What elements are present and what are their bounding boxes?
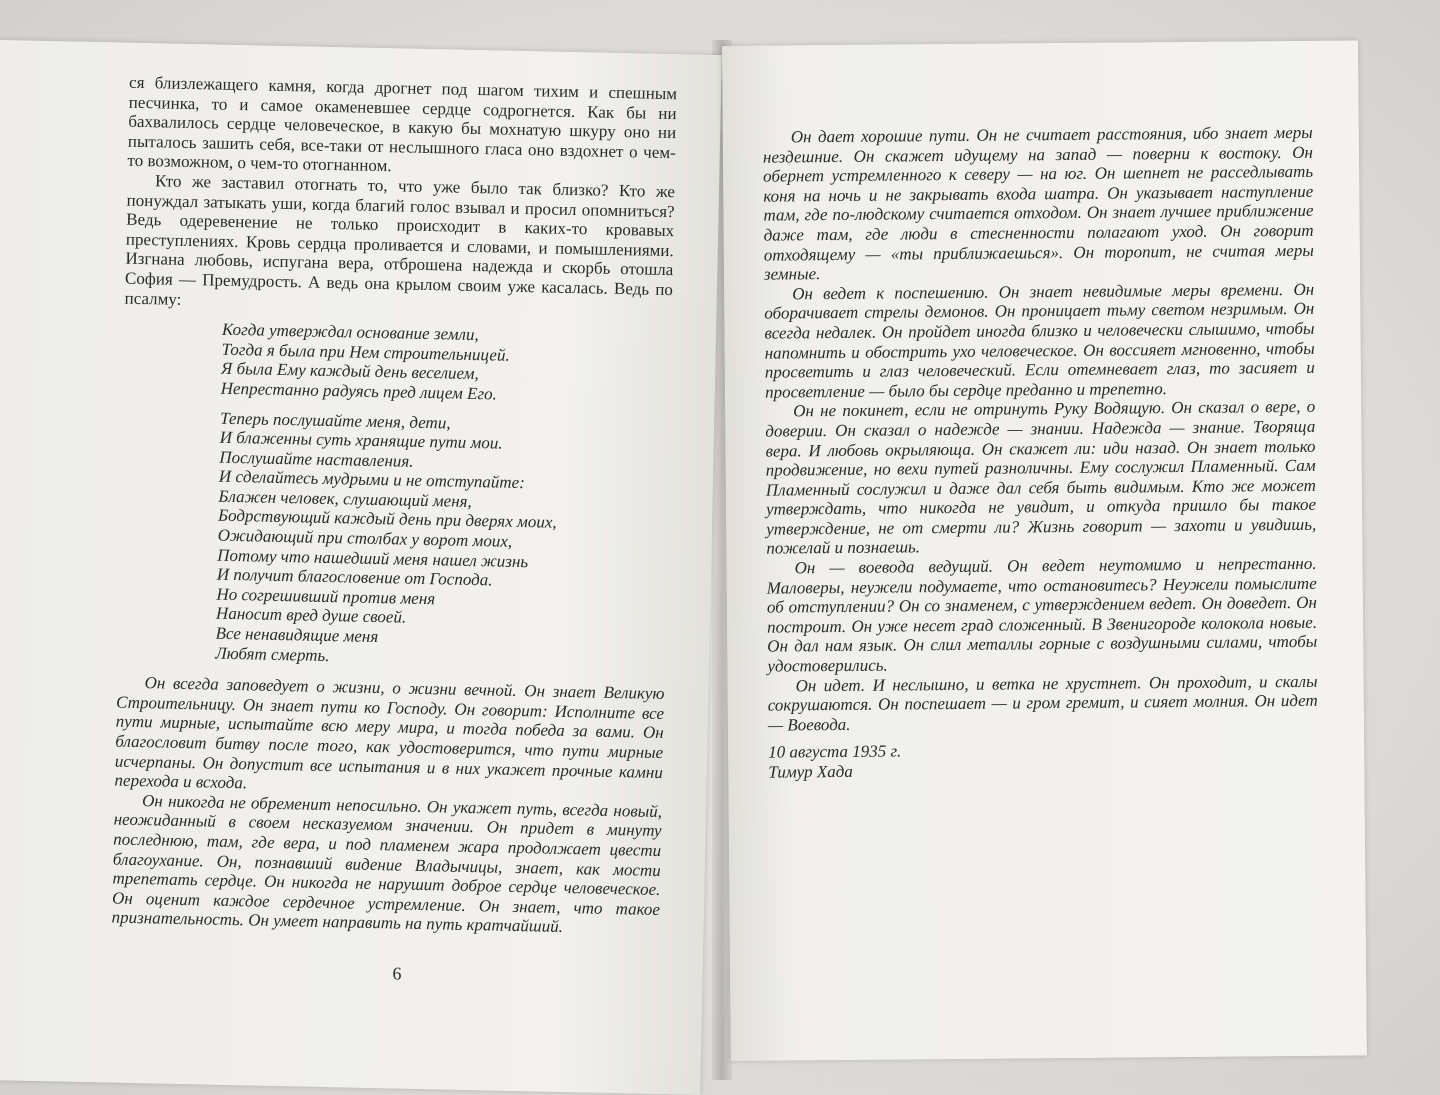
poem-line: Все ненавидящие меня (215, 623, 379, 647)
right-page-text (763, 123, 1319, 782)
author-name: Тимур Хада (768, 761, 853, 782)
poem-line: Но согрешивший против меня (216, 584, 436, 609)
paragraph: Кто же заставил отогнать то, что уже было так близко? Кто же понуждал затыкать уши, когда благий голос взывал и просил опомниться? Ведь одеревенение не только происходит в каких-то кровавых преступлениях. Кровь сердца проливается и словами, и помышлениями. Изгнана любовь, испугана вера, отброшена надежда и скорбь отошла София — Премудрость. А ведь она крылом своим уже касалась. Ведь по псалму: (124, 171, 676, 309)
poem-line: Любят смерть. (215, 643, 330, 665)
left-page-text (111, 73, 677, 939)
poem-line: Когда утверждал основание земли, (221, 319, 479, 345)
date-line: 10 августа 1935 г. (768, 741, 902, 763)
poem-line: Блажен человек, слушающий меня, (218, 486, 472, 511)
paragraph: Он ведет к поспешению. Он знает невидимые меры времени. Он оборачивает стрелы демонов. Он проницает тьму светом незримым. Он всегда недалек. Он пройдет иногда близко и человечески слышимо, чтобы напомнить и обострить ухо человеческое. Он воссияет мгновенно, чтобы просветить и глаз человеческий. Если отемневает глаз, то засияет и просветление — было бы сердце преданно и трепетно. (764, 279, 1315, 402)
paragraph: Он дает хорошие пути. Он не считает расстояния, ибо знает меры нездешние. Он скажет идущему на запад — поверни к востоку. Он обернет устремленного к северу — на юг. Он шепнет не расседлывать коня на ночь и не закрывать входа шатра. Он указывает наступление там, где по-людскому считается отходом. Он знает лучшее приближение даже там, где люди в стесненности полагают уход. Он говорит отходящему — «ты приближаешься». Он торопит, не считая меры земные. (762, 122, 1314, 284)
poem-line: Теперь послушайте меня, дети, (219, 408, 451, 433)
poem-line: И получит благословение от Господа. (216, 564, 493, 590)
poem-line: Я была Ему каждый день веселием, (220, 359, 479, 384)
psalm-quote (215, 320, 672, 672)
poem-line: Потому что нашедший меня нашел жизнь (217, 545, 529, 571)
paragraph: Он всегда заповедует о жизни, о жизни вечной. Он знает Великую Строительницу. Он знает пути ко Господу. Он говорит: Исполните все пути мирные, испытайте всю меру мира, и тогда победа за вами. Он благословит битву после того, как удостоверится, что пути мирные исчерпаны. Он допустит все испытания и в них укажет прочные камни перехода и всхода. (114, 673, 665, 793)
paragraph: ся близлежащего камня, когда дрогнет под шагом тихим и спешным песчинка, то и самое окаменевшее сердце содрогнется. Как бы ни бахвалилось сердце человеческое, в какую бы мохнатую шкуру оно ни пыталось зашить себя, все-таки от неслышного гласа оно вздохнет о чем-то возможном, о чем-то отогнанном. (127, 72, 678, 176)
paragraph: Он — воевода ведущий. Он ведет неутомимо и непрестанно. Маловеры, неужели подумаете, что остановитесь? Неужели помыслите об отступлении? Он со знаменем, с утверждением ведет. Он доведет. Он построит. Он уже несет град сложенный. В Звенигороде колокола новые. Он дал нам язык. Он слил металлы горные с воздушными силами, чтобы удостоверились. (766, 553, 1318, 676)
paragraph: Он никогда не обременит непосильно. Он укажет путь, всегда новый, неожиданный в своем несказуемом значении. Он придет в минуту последнюю, там, где вера, и под пламенем жара продолжает цвести благоухание. Он, познавший видение Владычицы, знает, как мости трепетать сердце. Он никогда не нарушит доброе сердце человеческое. Он оценит каждое сердечное устремление. Он знает, что такое признательность. Он умеет направить на путь кратчайший. (111, 790, 663, 937)
poem-line: И сделайтесь мудрыми и не отступайте: (218, 466, 526, 493)
poem-line: Ожидающий при столбах у ворот моих, (217, 525, 513, 551)
signature-block (768, 738, 1318, 782)
poem-line: Наносит вред душе своей. (215, 604, 407, 628)
paragraph: Он идет. И неслышно, и ветка не хрустнет. Он проходит, и скалы сокрушаются. Он поспешает — и гром гремит, и сияет молния. Он идет — Воевода. (767, 671, 1318, 735)
poem-line: Тогда я была при Нем строительницей. (221, 339, 510, 365)
page-number: 6 (392, 963, 402, 984)
paragraph: Он не покинет, если не отринуть Руку Водящую. Он сказал о вере, о доверии. Он сказал о надежде — знании. Надежда — знание. Творяща вера. И любовь окрыляюща. Он скажет ли: иди назад. Он знает только продвижение, но вехи путей разноличны. Ему сослужил Пламенный. Сам Пламенный сослужил и даже дал себя быть видимым. Кто же может утверждать, что никогда не увидит, и откуда пришло бы такое утверждение, не от смерти ли? Жизнь говорит — захоти и увидишь, пожелай и познаешь. (765, 397, 1317, 559)
right-page (722, 40, 1367, 1061)
poem-line: Непрестанно радуясь пред лицем Его. (220, 378, 498, 404)
poem-line: Послушайте наставления. (219, 447, 414, 471)
poem-line: И блаженны суть хранящие пути мои. (219, 427, 503, 453)
poem-line: Бодрствующий каждый день при дверях моих, (217, 506, 557, 533)
left-page (0, 40, 722, 1095)
